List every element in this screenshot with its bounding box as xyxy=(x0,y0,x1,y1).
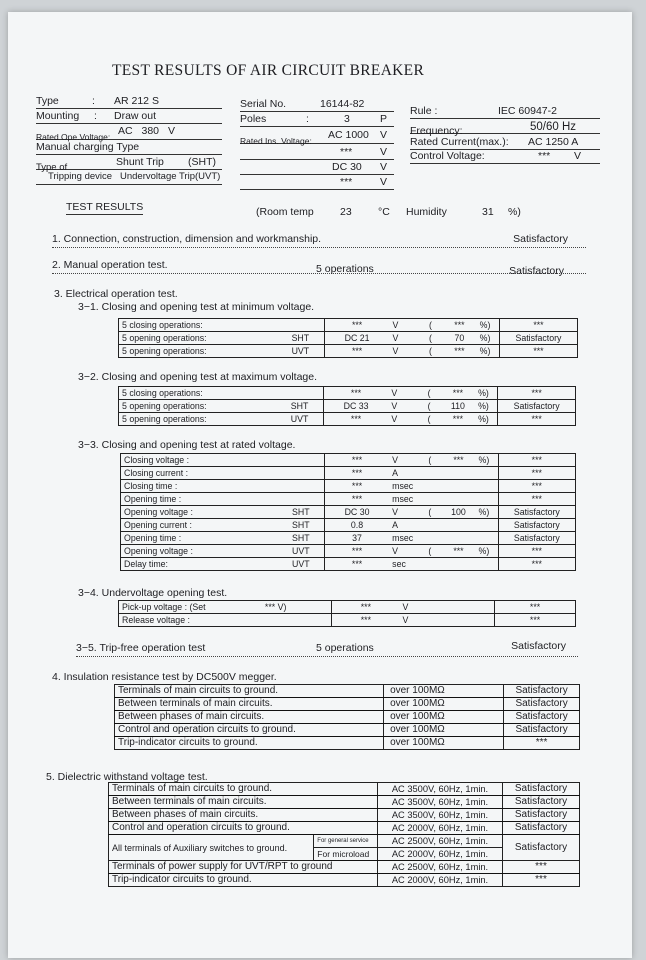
value-cell: *** xyxy=(324,558,389,571)
table-row xyxy=(121,506,576,519)
unit-cell: V xyxy=(389,545,425,558)
paren-cell: ( xyxy=(426,345,442,358)
rated-ins-value: AC 1000 xyxy=(328,129,369,141)
percent-unit-cell: %) xyxy=(477,319,500,332)
device-cell: UVT xyxy=(276,413,323,426)
percent-unit-cell xyxy=(476,493,499,506)
percent-cell: 70 xyxy=(442,332,476,345)
result-cell: *** xyxy=(498,480,575,493)
device-cell: UVT xyxy=(277,345,324,358)
section-4-label: 4. Insulation resistance test by DC500V megger. xyxy=(52,671,277,683)
table-row xyxy=(109,835,580,848)
tripping-device-label: Tripping device xyxy=(48,171,113,182)
rated-current-row xyxy=(410,137,600,150)
section-1-label: 1. Connection, construction, dimension and workmanship. xyxy=(52,233,322,245)
result-cell: Satisfactory xyxy=(503,783,580,796)
percent-unit-cell: %) xyxy=(476,454,499,467)
serial-label: Serial No. xyxy=(240,98,287,110)
section-2-result: Satisfactory xyxy=(509,265,564,277)
value-cell: 37 xyxy=(324,532,389,545)
header-row-5 xyxy=(240,162,394,175)
unit-cell: V xyxy=(390,345,426,358)
percent-cell: *** xyxy=(442,319,476,332)
device-cell xyxy=(278,467,325,480)
section-3-5 xyxy=(76,640,578,657)
humidity-value: 31 xyxy=(482,206,494,218)
rule-value: IEC 60947-2 xyxy=(498,105,557,117)
unit-cell: V xyxy=(400,614,495,627)
result-cell: Satisfactory xyxy=(503,809,580,822)
device-cell: SHT xyxy=(278,506,325,519)
unit-cell: A xyxy=(389,467,425,480)
serial-value: 16144-82 xyxy=(320,98,365,110)
sht-label: (SHT) xyxy=(188,156,216,168)
result-cell: Satisfactory xyxy=(498,400,576,413)
result-cell: *** xyxy=(498,454,575,467)
paren-cell xyxy=(425,467,441,480)
paren-cell xyxy=(425,493,441,506)
table-row xyxy=(119,387,576,400)
paren-cell: ( xyxy=(425,454,441,467)
set-cell: *** V) xyxy=(262,601,332,614)
table-row xyxy=(121,558,576,571)
type-row: Type : AR 212 S xyxy=(36,96,222,109)
rated-ope-voltage-value: AC 380 V xyxy=(118,125,175,137)
table-3-2 xyxy=(118,386,576,426)
table-row xyxy=(109,822,580,835)
item-cell: Control and operation circuits to ground. xyxy=(109,822,378,835)
result-cell: Satisfactory xyxy=(503,796,580,809)
percent-unit-cell: %) xyxy=(477,332,500,345)
test-results-label: TEST RESULTS xyxy=(66,201,144,213)
paren-cell xyxy=(425,558,441,571)
result-cell: Satisfactory xyxy=(504,711,580,724)
value-cell: *** xyxy=(324,454,389,467)
result-cell: Satisfactory xyxy=(498,532,575,545)
unit-cell: V xyxy=(388,387,424,400)
value-cell: AC 2000V, 60Hz, 1min. xyxy=(378,822,503,835)
table-row xyxy=(109,783,580,796)
percent-cell: 100 xyxy=(441,506,475,519)
result-cell: *** xyxy=(504,737,580,750)
undervoltage-trip-label: Undervoltage Trip(UVT) xyxy=(120,171,221,182)
row4-value: *** xyxy=(340,146,353,158)
table-row xyxy=(121,519,576,532)
percent-unit-cell xyxy=(476,519,499,532)
result-cell: *** xyxy=(503,861,580,874)
unit-cell: msec xyxy=(389,532,425,545)
result-cell: Satisfactory xyxy=(503,822,580,835)
table-row xyxy=(115,698,580,711)
value-cell: DC 33 xyxy=(323,400,388,413)
unit-cell: V xyxy=(388,413,424,426)
table-row xyxy=(119,601,576,614)
item-cell: Between terminals of main circuits. xyxy=(115,698,384,711)
item-cell: 5 opening operations: xyxy=(119,400,277,413)
percent-cell xyxy=(441,493,475,506)
rated-ope-voltage-row xyxy=(36,127,222,140)
paren-cell: ( xyxy=(425,545,441,558)
unit-cell: V xyxy=(390,319,426,332)
result-cell: *** xyxy=(498,558,575,571)
table-row xyxy=(119,332,578,345)
value-cell: over 100MΩ xyxy=(384,711,504,724)
result-cell: *** xyxy=(499,319,577,332)
percent-cell: 110 xyxy=(441,400,475,413)
unit-cell: V xyxy=(400,601,495,614)
table-row xyxy=(109,874,580,887)
value-cell: AC 2000V, 60Hz, 1min. xyxy=(378,848,503,861)
table-row xyxy=(121,493,576,506)
device-cell: UVT xyxy=(278,558,325,571)
control-voltage-label: Control Voltage: xyxy=(410,150,485,162)
table-3-3 xyxy=(120,453,576,571)
section-2 xyxy=(52,259,586,277)
table-row xyxy=(121,532,576,545)
percent-cell xyxy=(441,532,475,545)
section-3-5-label: 3−5. Trip-free operation test xyxy=(76,642,206,654)
table-row xyxy=(115,737,580,750)
section-1-result: Satisfactory xyxy=(513,233,568,245)
value-cell: 0.8 xyxy=(324,519,389,532)
row6-unit: V xyxy=(380,176,388,188)
type-label: Type xyxy=(36,95,59,107)
rated-current-value: AC 1250 A xyxy=(528,136,579,148)
device-cell xyxy=(276,387,323,400)
item-cell: 5 opening operations: xyxy=(119,345,278,358)
value-cell: DC 30 xyxy=(324,506,389,519)
rated-ins-unit: V xyxy=(380,129,388,141)
item-cell: Trip-indicator circuits to ground. xyxy=(115,737,384,750)
frequency-value: 50/60 Hz xyxy=(530,121,577,133)
paren-cell xyxy=(425,480,441,493)
section-3-label: 3. Electrical operation test. xyxy=(54,288,178,300)
section-3-2-label: 3−2. Closing and opening test at maximum voltage. xyxy=(78,371,318,383)
unit-cell: msec xyxy=(389,493,425,506)
item-cell: Between phases of main circuits. xyxy=(109,809,378,822)
item-cell: Closing current : xyxy=(121,467,278,480)
percent-cell xyxy=(441,467,475,480)
value-cell: *** xyxy=(324,319,389,332)
manual-charging-label: Manual charging Type xyxy=(36,142,222,155)
table-3-4 xyxy=(118,600,576,627)
percent-unit-cell xyxy=(476,532,499,545)
rated-current-label: Rated Current(max.): xyxy=(410,136,509,148)
degree-unit: °C xyxy=(378,206,390,218)
section-2-ops: 5 operations xyxy=(316,263,374,275)
section-3-5-result: Satisfactory xyxy=(511,640,566,652)
poles-unit: P xyxy=(380,113,388,125)
control-voltage-value: *** xyxy=(538,150,551,162)
value-cell: AC 3500V, 60Hz, 1min. xyxy=(378,809,503,822)
device-cell xyxy=(278,493,325,506)
percent-cell xyxy=(441,480,475,493)
item-cell: Terminals of main circuits to ground. xyxy=(115,685,384,698)
percent-cell: *** xyxy=(441,413,475,426)
humidity-pct: %) xyxy=(508,206,521,218)
control-voltage-unit: V xyxy=(574,150,582,162)
rated-ins-label: Rated Ins. Voltage: xyxy=(240,136,312,146)
result-cell: Satisfactory xyxy=(504,724,580,737)
value-cell: AC 2000V, 60Hz, 1min. xyxy=(378,874,503,887)
section-3-3-label: 3−3. Closing and opening test at rated voltage. xyxy=(78,439,296,451)
percent-unit-cell xyxy=(476,558,499,571)
value-cell: *** xyxy=(323,387,388,400)
result-cell: Satisfactory xyxy=(498,519,575,532)
value-cell: AC 2500V, 60Hz, 1min. xyxy=(378,861,503,874)
percent-unit-cell: %) xyxy=(476,506,499,519)
percent-cell xyxy=(441,519,475,532)
value-cell: *** xyxy=(324,545,389,558)
result-cell: Satisfactory xyxy=(503,835,580,861)
table-row xyxy=(115,724,580,737)
device-cell: UVT xyxy=(278,545,325,558)
result-cell: *** xyxy=(498,387,576,400)
serial-row xyxy=(240,99,394,112)
item-cell: All terminals of Auxiliary switches to ground. xyxy=(109,835,314,861)
result-cell: *** xyxy=(498,493,575,506)
result-cell: Satisfactory xyxy=(504,685,580,698)
table-row xyxy=(115,685,580,698)
item-cell: Opening time : xyxy=(121,493,278,506)
set-cell xyxy=(262,614,332,627)
value-cell: over 100MΩ xyxy=(384,685,504,698)
unit-cell: V xyxy=(390,332,426,345)
device-cell xyxy=(277,319,324,332)
item-cell: Terminals of power supply for UVT/RPT to ground xyxy=(109,861,378,874)
percent-unit-cell xyxy=(476,480,499,493)
item-cell: Delay time: xyxy=(121,558,278,571)
unit-cell: A xyxy=(389,519,425,532)
percent-unit-cell: %) xyxy=(475,413,498,426)
rule-row xyxy=(410,106,600,119)
item-cell: Opening voltage : xyxy=(121,545,278,558)
table-row xyxy=(121,454,576,467)
control-voltage-row xyxy=(410,151,600,164)
sub-cell: For general service xyxy=(314,835,378,848)
paren-cell: ( xyxy=(425,506,441,519)
humidity-label: Humidity xyxy=(406,206,447,218)
result-cell: *** xyxy=(498,413,576,426)
paren-cell: ( xyxy=(425,413,441,426)
device-cell xyxy=(278,480,325,493)
page-title: TEST RESULTS OF AIR CIRCUIT BREAKER xyxy=(112,62,425,79)
percent-unit-cell: %) xyxy=(477,345,500,358)
header-row-4 xyxy=(240,147,394,160)
sub-cell: For microload xyxy=(314,848,378,861)
item-cell: 5 opening operations: xyxy=(119,413,277,426)
percent-cell: *** xyxy=(442,345,476,358)
row6-value: *** xyxy=(340,176,353,188)
value-cell: AC 3500V, 60Hz, 1min. xyxy=(378,783,503,796)
unit-cell: V xyxy=(389,506,425,519)
mounting-label: Mounting xyxy=(36,110,80,122)
result-cell: Satisfactory xyxy=(499,332,577,345)
device-cell: SHT xyxy=(276,400,323,413)
section-3-5-ops: 5 operations xyxy=(316,642,374,654)
table-row xyxy=(109,861,580,874)
result-cell: *** xyxy=(499,345,577,358)
section-3-4-label: 3−4. Undervoltage opening test. xyxy=(78,587,228,599)
item-cell: 5 closing operations: xyxy=(119,387,277,400)
poles-row: Poles : 3 P xyxy=(240,114,394,127)
item-cell: Trip-indicator circuits to ground. xyxy=(109,874,378,887)
percent-cell xyxy=(441,558,475,571)
table-row xyxy=(119,400,576,413)
unit-cell: sec xyxy=(389,558,425,571)
poles-value: 3 xyxy=(344,113,350,125)
shunt-trip-label: Shunt Trip xyxy=(116,156,164,168)
uvt-row xyxy=(36,172,222,185)
room-temp-label: (Room temp xyxy=(256,206,314,218)
type-value: AR 212 S xyxy=(114,95,159,107)
result-cell: Satisfactory xyxy=(498,506,575,519)
paren-cell: ( xyxy=(425,387,441,400)
table-row xyxy=(119,614,576,627)
value-cell: *** xyxy=(332,601,400,614)
item-cell: Release voltage : xyxy=(119,614,262,627)
value-cell: *** xyxy=(332,614,400,627)
section-2-label: 2. Manual operation test. xyxy=(52,259,168,271)
room-temp-row xyxy=(256,206,521,219)
result-cell: *** xyxy=(503,874,580,887)
device-cell: SHT xyxy=(278,519,325,532)
table-row xyxy=(121,545,576,558)
item-cell: Terminals of main circuits to ground. xyxy=(109,783,378,796)
item-cell: 5 closing operations: xyxy=(119,319,278,332)
percent-unit-cell: %) xyxy=(475,387,498,400)
device-cell: SHT xyxy=(278,532,325,545)
value-cell: *** xyxy=(324,480,389,493)
item-cell: Closing time : xyxy=(121,480,278,493)
section-1 xyxy=(52,234,586,248)
result-cell: *** xyxy=(495,614,576,627)
item-cell: Control and operation circuits to ground. xyxy=(115,724,384,737)
percent-cell: *** xyxy=(441,387,475,400)
type-of-label: Type of xyxy=(36,162,68,173)
item-cell: Pick-up voltage : (Set xyxy=(119,601,262,614)
table-row xyxy=(119,319,578,332)
percent-cell: *** xyxy=(441,545,475,558)
unit-cell: V xyxy=(388,400,424,413)
value-cell: *** xyxy=(324,345,389,358)
result-cell: *** xyxy=(495,601,576,614)
mounting-row: Mounting : Draw out xyxy=(36,111,222,124)
result-cell: *** xyxy=(498,467,575,480)
item-cell: Between terminals of main circuits. xyxy=(109,796,378,809)
item-cell: Opening time : xyxy=(121,532,278,545)
table-4 xyxy=(114,684,580,750)
item-cell: 5 opening operations: xyxy=(119,332,278,345)
device-cell xyxy=(278,454,325,467)
header-row-6 xyxy=(240,177,394,190)
table-row xyxy=(119,413,576,426)
item-cell: Opening voltage : xyxy=(121,506,278,519)
paren-cell: ( xyxy=(426,319,442,332)
value-cell: *** xyxy=(323,413,388,426)
value-cell: DC 21 xyxy=(324,332,389,345)
poles-label: Poles xyxy=(240,113,267,125)
value-cell: *** xyxy=(324,493,389,506)
table-5 xyxy=(108,782,580,887)
value-cell: AC 3500V, 60Hz, 1min. xyxy=(378,796,503,809)
value-cell: AC 2500V, 60Hz, 1min. xyxy=(378,835,503,848)
table-row xyxy=(109,796,580,809)
percent-unit-cell: %) xyxy=(476,545,499,558)
device-cell: SHT xyxy=(277,332,324,345)
paren-cell xyxy=(425,532,441,545)
frequency-row xyxy=(410,121,600,137)
table-row xyxy=(121,467,576,480)
rated-ope-voltage-label: Rated Ope.Voltage: xyxy=(36,132,111,142)
value-cell: over 100MΩ xyxy=(384,737,504,750)
item-cell: Between phases of main circuits. xyxy=(115,711,384,724)
value-cell: *** xyxy=(324,467,389,480)
result-cell: *** xyxy=(498,545,575,558)
paren-cell xyxy=(425,519,441,532)
item-cell: Closing voltage : xyxy=(121,454,278,467)
section-3-1-label: 3−1. Closing and opening test at minimum voltage. xyxy=(78,301,315,313)
rated-ins-row xyxy=(240,131,394,144)
result-cell: Satisfactory xyxy=(504,698,580,711)
mounting-value: Draw out xyxy=(114,110,157,122)
paren-cell: ( xyxy=(426,332,442,345)
table-row xyxy=(119,345,578,358)
table-3-1 xyxy=(118,318,578,358)
value-cell: over 100MΩ xyxy=(384,724,504,737)
table-row xyxy=(109,809,580,822)
room-temp-value: 23 xyxy=(340,206,352,218)
percent-unit-cell: %) xyxy=(475,400,498,413)
frequency-label: Frequency: xyxy=(410,125,463,137)
percent-cell: *** xyxy=(441,454,475,467)
row4-unit: V xyxy=(380,146,388,158)
row5-unit: V xyxy=(380,161,388,173)
rule-label: Rule : xyxy=(410,105,438,117)
unit-cell: V xyxy=(389,454,425,467)
section-5-label: 5. Dielectric withstand voltage test. xyxy=(46,771,208,783)
table-row xyxy=(115,711,580,724)
row5-value: DC 30 xyxy=(332,161,362,173)
value-cell: over 100MΩ xyxy=(384,698,504,711)
paren-cell: ( xyxy=(425,400,441,413)
item-cell: Opening current : xyxy=(121,519,278,532)
unit-cell: msec xyxy=(389,480,425,493)
table-row xyxy=(121,480,576,493)
shunt-trip-row xyxy=(36,156,222,173)
percent-unit-cell xyxy=(476,467,499,480)
